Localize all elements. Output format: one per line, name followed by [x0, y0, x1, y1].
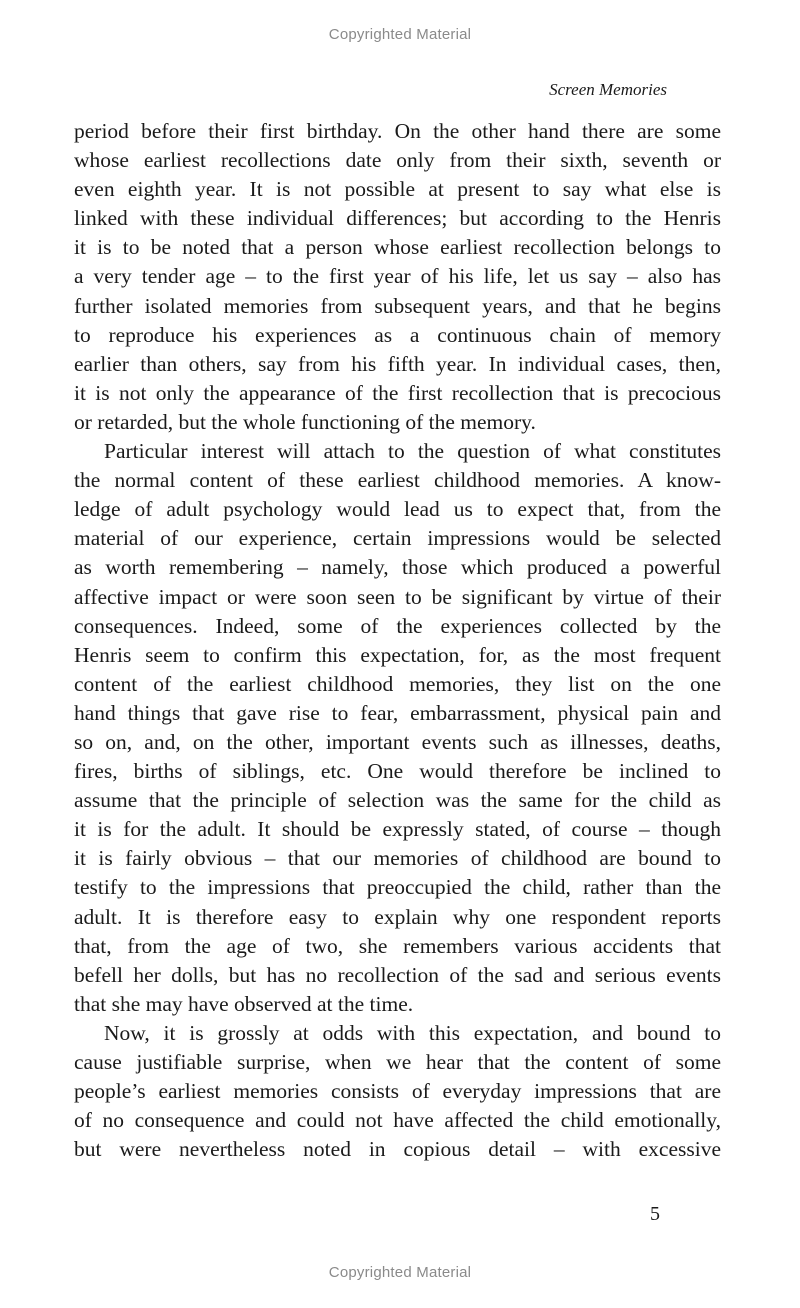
copyright-watermark-top: Copyrighted Material — [328, 26, 472, 43]
text-line: a very tender age – to the first year of his life, let us say – also has — [74, 264, 721, 289]
text-line: further isolated memories from subsequent years, and that he begins — [74, 293, 721, 318]
text-line: adult. It is therefore easy to explain why one respondent reports — [74, 904, 721, 929]
text-line: content of the earliest childhood memories, they list on the one — [74, 671, 721, 696]
text-line: cause justifiable surprise, when we hear that the content of some — [74, 1050, 721, 1074]
text-line: the normal content of these earliest childhood memories. A know- — [74, 468, 721, 493]
paragraph-2 — [74, 437, 721, 1019]
text-line: Particular interest will attach to the question of what constitutes — [104, 439, 721, 464]
text-line: hand things that gave rise to fear, embarrassment, physical pain and — [74, 700, 721, 725]
copyright-watermark-bottom: Copyrighted Material — [328, 1264, 472, 1281]
text-line: assume that the principle of selection was the same for the child as — [74, 788, 721, 813]
page-number: 5 — [650, 1203, 660, 1225]
text-line: to reproduce his experiences as a continuous chain of memory — [74, 322, 721, 347]
text-line: so on, and, on the other, important events such as illnesses, deaths, — [74, 729, 721, 754]
text-line: people’s earliest memories consists of everyday impressions that are — [74, 1079, 721, 1104]
text-line: it is not only the appearance of the first recollection that is precocious — [74, 380, 721, 405]
paragraph-3 — [74, 1019, 721, 1164]
text-line: linked with these individual differences; but according to the Henris — [74, 206, 721, 231]
text-line: that she may have observed at the time. — [74, 991, 414, 1016]
text-line: consequences. Indeed, some of the experiences collected by the — [74, 613, 721, 638]
text-line: befell her dolls, but has no recollection of the sad and serious events — [74, 962, 721, 987]
text-line: fires, births of siblings, etc. One would therefore be inclined to — [74, 759, 721, 784]
text-line: whose earliest recollections date only from their sixth, seventh or — [74, 148, 721, 173]
text-line: it is to be noted that a person whose earliest recollection belongs to — [74, 235, 721, 260]
text-line: affective impact or were soon seen to be significant by virtue of their — [74, 584, 721, 609]
text-line: or retarded, but the whole functioning of the memory. — [74, 409, 536, 434]
text-line: that, from the age of two, she remembers various accidents that — [74, 933, 721, 958]
text-line: period before their first birthday. On the other hand there are some — [74, 119, 721, 143]
text-line: ledge of adult psychology would lead us to expect that, from the — [74, 497, 721, 522]
paragraph-1 — [74, 117, 721, 437]
text-line: earlier than others, say from his fifth year. In individual cases, then, — [74, 351, 721, 376]
text-line: it is fairly obvious – that our memories of childhood are bound to — [74, 846, 721, 871]
text-line: Now, it is grossly at odds with this expectation, and bound to — [104, 1020, 721, 1045]
text-line: it is for the adult. It should be expressly stated, of course – though — [74, 817, 721, 842]
text-line: of no consequence and could not have affected the child emotionally, — [74, 1108, 721, 1133]
text-line: but were nevertheless noted in copious detail – with excessive — [74, 1137, 721, 1162]
body-text — [74, 117, 721, 1164]
text-line: even eighth year. It is not possible at present to say what else is — [74, 177, 721, 202]
text-line: testify to the impressions that preoccupied the child, rather than the — [74, 875, 721, 900]
text-line: as worth remembering – namely, those which produced a powerful — [74, 555, 721, 580]
text-line: Henris seem to confirm this expectation, for, as the most frequent — [74, 642, 721, 667]
text-line: material of our experience, certain impressions would be selected — [74, 526, 721, 551]
running-head: Screen Memories — [549, 80, 667, 99]
